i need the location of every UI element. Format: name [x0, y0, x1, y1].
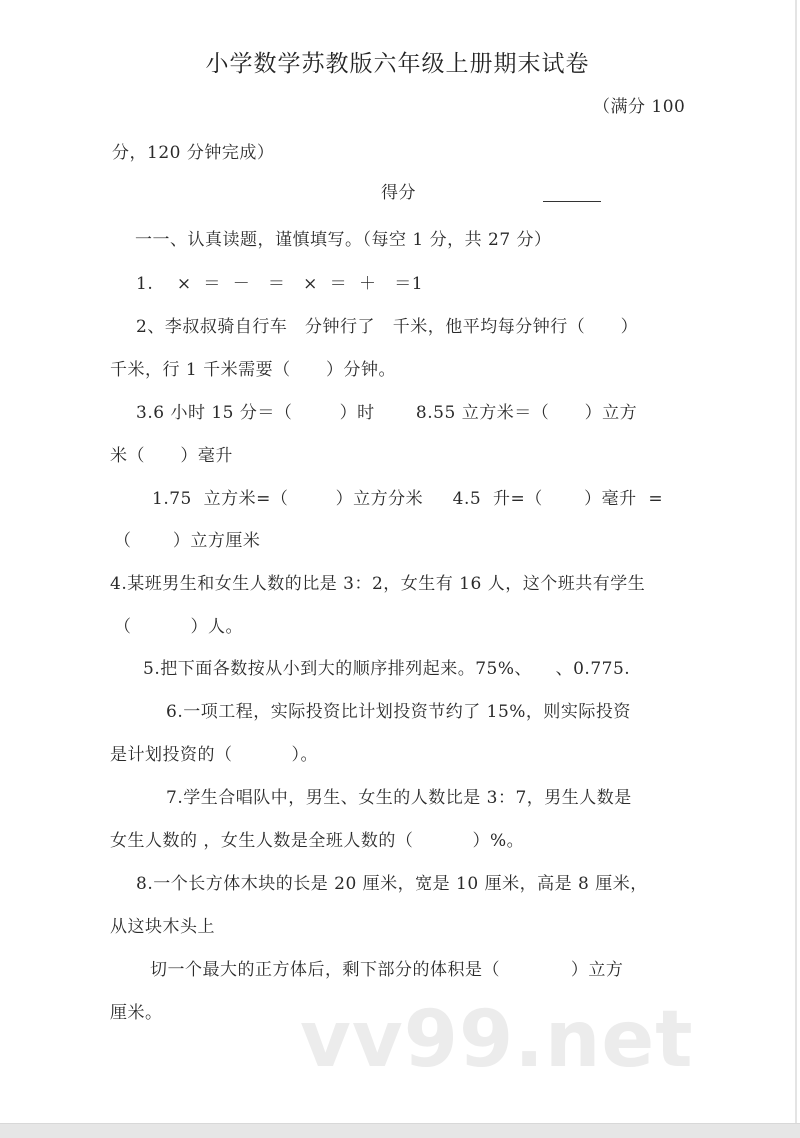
full-score-note-line1: （满分 100: [593, 97, 686, 117]
question-4-line1: 4.某班男生和女生人数的比是 3：2，女生有 16 人，这个班共有学生: [110, 574, 646, 594]
question-8-line1: 8.一个长方体木块的长是 20 厘米，宽是 10 厘米，高是 8 厘米，: [136, 874, 648, 894]
question-7-line1: 7.学生合唱队中，男生、女生的人数比是 3：7，男生人数是: [166, 788, 632, 808]
question-7-line2: 女生人数的 ，女生人数是全班人数的（ ）%。: [110, 831, 525, 851]
score-blank-line: [543, 201, 601, 202]
score-label: 得分: [381, 183, 416, 203]
question-2-line1: 2、李叔叔骑自行车 分钟行了 千米，他平均每分钟行（ ）: [136, 317, 639, 337]
question-3-line4: （ ）立方厘米: [114, 531, 261, 551]
page-title: 小学数学苏教版六年级上册期末试卷: [205, 51, 590, 77]
question-3-line1: 3.6 小时 15 分＝（ ）时 8.55 立方米＝（ ）立方: [136, 403, 638, 423]
question-4-line2: （ ）人。: [114, 617, 244, 637]
question-8-line2: 从这块木头上: [110, 917, 215, 937]
page-bottom-edge: [0, 1123, 800, 1138]
question-6-line1: 6.一项工程，实际投资比计划投资节约了 15%，则实际投资: [166, 702, 631, 722]
watermark: vv99.net: [300, 995, 694, 1085]
question-3-line3: 1.75 立方米=（ ）立方分米 4.5 升=（ ）毫升 =: [152, 489, 664, 509]
question-3-line2: 米（ ）毫升: [110, 446, 233, 466]
question-8-line3: 切一个最大的正方体后，剩下部分的体积是（ ）立方: [150, 960, 624, 980]
question-8-line4: 厘米。: [110, 1003, 163, 1023]
question-2-line2: 千米，行 1 千米需要（ ）分钟。: [110, 360, 397, 380]
question-1: 1. × ＝ － ＝ × ＝ ＋ ＝1: [136, 274, 424, 294]
question-5: 5.把下面各数按从小到大的顺序排列起来。75%、 、0.775.: [143, 659, 631, 679]
section-heading: 一一、认真读题，谨慎填写。（每空 1 分，共 27 分）: [135, 230, 552, 250]
full-score-note-line2: 分，120 分钟完成）: [112, 143, 275, 163]
question-6-line2: 是计划投资的（ ）。: [110, 745, 319, 765]
